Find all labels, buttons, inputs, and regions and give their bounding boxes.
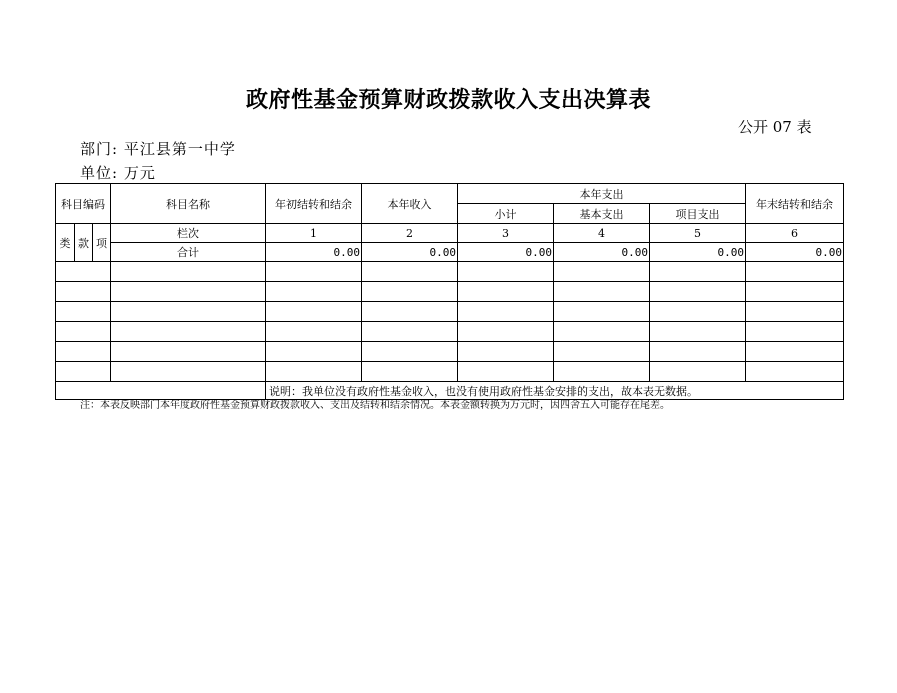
table-row (56, 322, 844, 342)
header-basic-expenditure: 基本支出 (554, 204, 650, 224)
table-row (56, 282, 844, 302)
column-number: 6 (746, 224, 844, 243)
total-value: 0.00 (554, 243, 650, 262)
header-project-expenditure: 项目支出 (650, 204, 746, 224)
remark-text: 说明：我单位没有政府性基金收入，也没有使用政府性基金安排的支出，故本表无数据。 (266, 382, 844, 400)
header-income: 本年收入 (362, 184, 458, 224)
column-number: 5 (650, 224, 746, 243)
header-subject-name: 科目名称 (111, 184, 266, 224)
table-row (56, 262, 844, 282)
footnote: 注：本表反映部门本年度政府性基金预算财政拨款收入、支出及结转和结余情况。本表金额转换为万元时，因四舍五入可能存在尾差。 (80, 400, 670, 411)
column-number: 1 (266, 224, 362, 243)
header-subject-code: 科目编码 (56, 184, 111, 224)
table-row (56, 362, 844, 382)
total-value: 0.00 (458, 243, 554, 262)
budget-table (55, 183, 844, 400)
total-value: 0.00 (266, 243, 362, 262)
table-row (56, 342, 844, 362)
unit-label: 单位: 万元 (80, 164, 156, 182)
header-closing-balance: 年末结转和结余 (746, 184, 844, 224)
header-subtotal: 小计 (458, 204, 554, 224)
column-number: 4 (554, 224, 650, 243)
header-item: 项 (93, 224, 111, 262)
department-label: 部门: 平江县第一中学 (80, 140, 236, 158)
form-number: 公开 07 表 (738, 118, 812, 136)
total-value: 0.00 (362, 243, 458, 262)
header-section: 款 (75, 224, 93, 262)
row-lanci-label: 栏次 (111, 224, 266, 243)
total-value: 0.00 (746, 243, 844, 262)
total-value: 0.00 (650, 243, 746, 262)
table-row (56, 302, 844, 322)
page-title: 政府性基金预算财政拨款收入支出决算表 (245, 88, 651, 113)
row-total-label: 合计 (111, 243, 266, 262)
column-number: 2 (362, 224, 458, 243)
header-opening-balance: 年初结转和结余 (266, 184, 362, 224)
header-expenditure: 本年支出 (458, 184, 746, 204)
header-class: 类 (56, 224, 75, 262)
column-number: 3 (458, 224, 554, 243)
